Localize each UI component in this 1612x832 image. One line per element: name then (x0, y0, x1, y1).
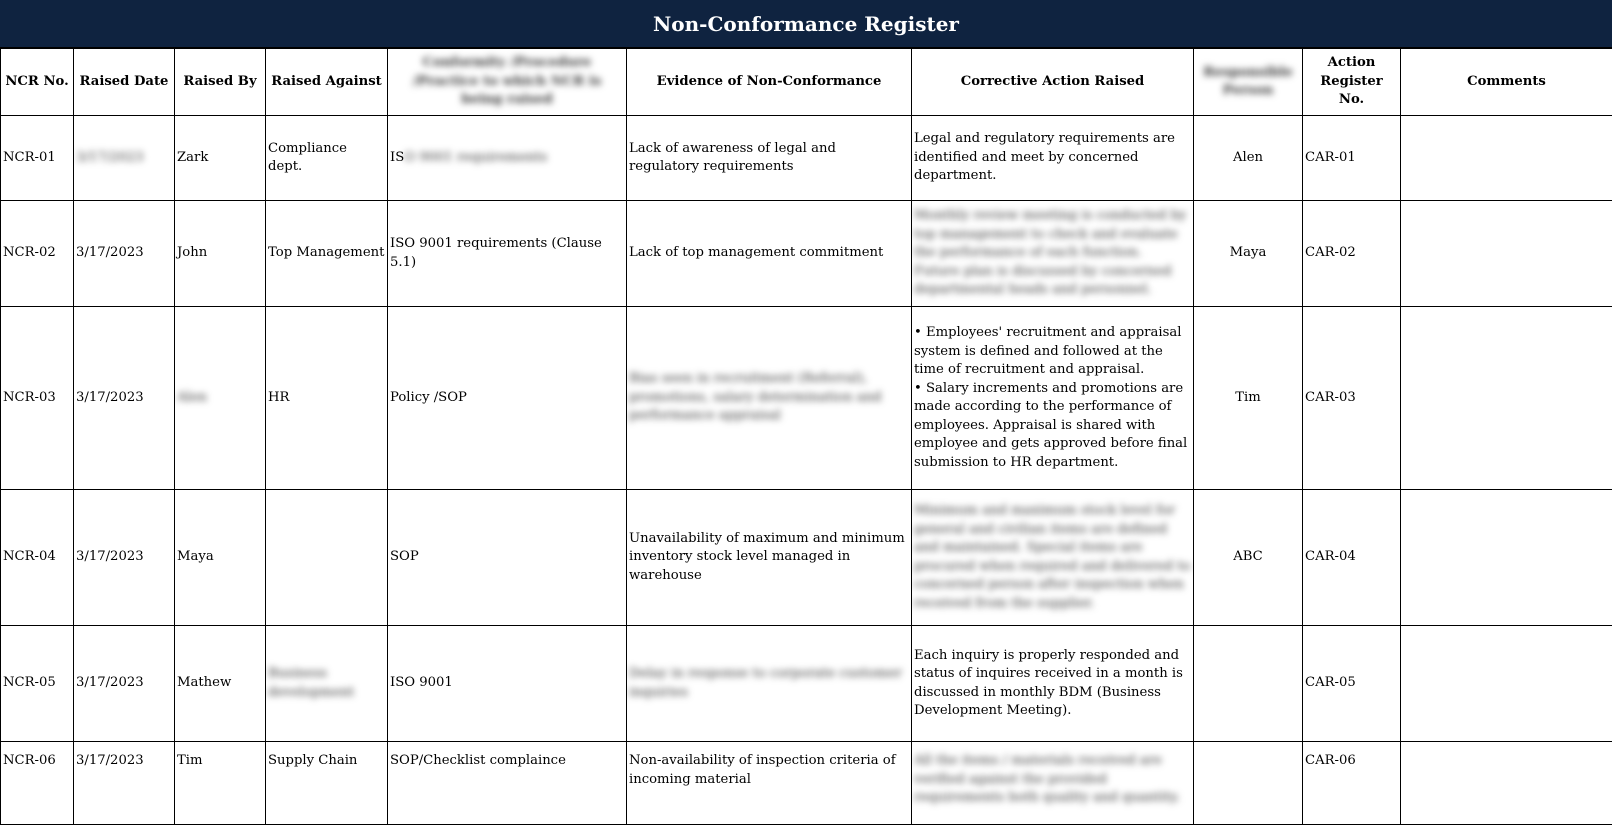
cell-responsible[interactable] (1194, 742, 1303, 825)
cell-corrective-action[interactable] (912, 626, 1194, 742)
col-header-action-register[interactable]: Action Register No. (1303, 49, 1401, 116)
cell-raised-against[interactable] (266, 307, 388, 490)
cell-evidence-redacted-text: Delay in response to corporate customer inquiries (629, 666, 902, 700)
cell-raised-by-text: John (177, 245, 208, 261)
cell-ncr-no[interactable] (1, 201, 74, 307)
cell-ncr-no-text: NCR-01 (3, 149, 56, 165)
cell-evidence[interactable] (627, 116, 912, 201)
cell-ncr-no[interactable] (1, 742, 74, 825)
cell-evidence[interactable] (627, 626, 912, 742)
cell-raised-date[interactable] (74, 742, 175, 825)
cell-raised-by[interactable] (175, 307, 266, 490)
cell-comments[interactable] (1401, 116, 1612, 201)
cell-raised-date-text: 3/17/2023 (76, 245, 144, 261)
cell-raised-against-text: Compliance dept. (268, 140, 347, 174)
col-header-ncr-no[interactable]: NCR No. (1, 49, 74, 116)
cell-evidence-redacted-text: Bias seen in recruitment (Referral), promotions, salary determination and performance appraisal (629, 371, 882, 424)
cell-action-register-text: CAR-04 (1305, 549, 1356, 565)
cell-raised-by[interactable] (175, 201, 266, 307)
cell-raised-date-text: 3/17/2023 (76, 549, 144, 565)
col-header-responsible[interactable] (1194, 49, 1303, 116)
cell-responsible-text: Alen (1232, 149, 1264, 165)
cell-criteria-text: Policy /SOP (390, 389, 467, 405)
ncr-table (0, 48, 1612, 825)
cell-corrective-action[interactable] (912, 201, 1194, 307)
cell-action-register-text: CAR-05 (1305, 675, 1356, 691)
col-header-corrective-action[interactable]: Corrective Action Raised (912, 49, 1194, 116)
cell-action-register[interactable] (1303, 116, 1401, 201)
col-header-comments[interactable]: Comments (1401, 49, 1612, 116)
cell-responsible[interactable] (1194, 201, 1303, 307)
cell-responsible-text: Tim (1235, 389, 1261, 405)
cell-raised-date-text: 3/17/2023 (76, 149, 144, 165)
cell-raised-by-text: Zark (177, 149, 209, 165)
cell-action-register[interactable] (1303, 307, 1401, 490)
cell-ncr-no-text: NCR-06 (3, 753, 56, 768)
cell-raised-date-text: 3/17/2023 (76, 753, 144, 768)
cell-evidence[interactable] (627, 490, 912, 626)
cell-raised-date[interactable] (74, 490, 175, 626)
cell-raised-by-text: Alen (177, 389, 208, 405)
cell-evidence-text: Lack of top management commitment (629, 245, 884, 261)
cell-ncr-no-text: NCR-05 (3, 675, 56, 691)
cell-ncr-no-text: NCR-03 (3, 389, 56, 405)
cell-responsible-text: ABC (1233, 549, 1263, 565)
table-row (1, 201, 1612, 307)
cell-comments[interactable] (1401, 307, 1612, 490)
cell-raised-against-text: HR (268, 389, 290, 405)
cell-raised-date[interactable] (74, 201, 175, 307)
cell-responsible[interactable] (1194, 626, 1303, 742)
cell-raised-date[interactable] (74, 116, 175, 201)
cell-criteria-text: ISO 9001 (390, 675, 453, 691)
cell-raised-by[interactable] (175, 490, 266, 626)
cell-evidence-text: Unavailability of maximum and minimum inventory stock level managed in warehouse (629, 530, 905, 583)
cell-raised-by[interactable] (175, 742, 266, 825)
cell-criteria-text: SOP (390, 549, 419, 565)
cell-raised-against[interactable] (266, 116, 388, 201)
cell-raised-date[interactable] (74, 626, 175, 742)
cell-action-register[interactable] (1303, 490, 1401, 626)
cell-action-register-text: CAR-02 (1305, 245, 1356, 261)
cell-criteria[interactable] (388, 742, 627, 825)
table-row (1, 490, 1612, 626)
cell-ncr-no-text: NCR-04 (3, 549, 56, 565)
cell-raised-against[interactable] (266, 742, 388, 825)
cell-corrective-action[interactable] (912, 116, 1194, 201)
col-header-criteria[interactable] (388, 49, 627, 116)
col-header-evidence[interactable]: Evidence of Non-Conformance (627, 49, 912, 116)
cell-comments[interactable] (1401, 490, 1612, 626)
cell-raised-against[interactable] (266, 626, 388, 742)
cell-raised-against-text: Supply Chain (268, 753, 358, 768)
cell-criteria[interactable] (388, 626, 627, 742)
table-row (1, 116, 1612, 201)
cell-corrective-action-redacted-text: Minimum and maximum stock level for general and civilian items are defined and maintained. Special items are procured when required and delivered to concerned person after inspection when received from the supplier. (914, 503, 1191, 611)
cell-raised-against[interactable] (266, 490, 388, 626)
cell-action-register[interactable] (1303, 201, 1401, 307)
cell-action-register-text: CAR-03 (1305, 389, 1356, 405)
cell-raised-date-text: 3/17/2023 (76, 675, 144, 691)
cell-ncr-no[interactable] (1, 116, 74, 201)
cell-raised-against-text: Business development (268, 666, 355, 700)
cell-action-register-text: CAR-06 (1305, 753, 1356, 768)
cell-raised-by[interactable] (175, 626, 266, 742)
cell-responsible-text: Maya (1229, 245, 1267, 261)
cell-corrective-action-text: Each inquiry is properly responded and status of inquires received in a month is discussed in monthly BDM (Business Development Meeting). (914, 647, 1183, 718)
cell-responsible[interactable] (1194, 490, 1303, 626)
cell-corrective-action-redacted-text: All the items / materials received are verified against the provided requirements both quality and quantity. (914, 753, 1180, 805)
cell-action-register[interactable] (1303, 626, 1401, 742)
cell-comments[interactable] (1401, 742, 1612, 825)
cell-raised-by-text: Mathew (177, 675, 232, 691)
cell-criteria-text: ISO 9001 requirements (Clause 5.1) (390, 236, 602, 270)
cell-corrective-action-text: • Employees' recruitment and appraisal system is defined and followed at the time of recruitment and appraisal. • Salary increments and promotions are made according to the performance of employees. Appraisal is shared with employee and gets approved before final submission to HR department. (914, 325, 1188, 470)
cell-action-register-text: CAR-01 (1305, 149, 1356, 165)
cell-comments[interactable] (1401, 201, 1612, 307)
col-header-raised-by[interactable]: Raised By (175, 49, 266, 116)
cell-ncr-no-text: NCR-02 (3, 245, 56, 261)
cell-evidence-text: Non-availability of inspection criteria of incoming material (629, 753, 896, 787)
cell-corrective-action[interactable] (912, 490, 1194, 626)
cell-comments[interactable] (1401, 626, 1612, 742)
cell-evidence-text: Lack of awareness of legal and regulatory requirements (629, 140, 836, 174)
cell-criteria-text: SOP/Checklist complaince (390, 753, 566, 768)
cell-criteria[interactable] (388, 307, 627, 490)
cell-raised-by-text: Maya (177, 549, 214, 565)
cell-raised-date-text: 3/17/2023 (76, 389, 144, 405)
cell-ncr-no[interactable] (1, 307, 74, 490)
criteria-header-text: Conformity /Procedure /Practice to which NCR is being raised (412, 55, 602, 108)
cell-raised-date[interactable] (74, 307, 175, 490)
responsible-header-text: Responsible Person (1203, 64, 1293, 98)
cell-raised-by-text: Tim (177, 753, 203, 768)
cell-corrective-action[interactable] (912, 742, 1194, 825)
col-header-raised-date[interactable]: Raised Date (74, 49, 175, 116)
table-row (1, 742, 1612, 825)
cell-raised-by[interactable] (175, 116, 266, 201)
cell-responsible[interactable] (1194, 307, 1303, 490)
cell-corrective-action-text: Legal and regulatory requirements are identified and meet by concerned department. (914, 131, 1175, 184)
table-row (1, 626, 1612, 742)
cell-raised-against[interactable] (266, 201, 388, 307)
cell-action-register[interactable] (1303, 742, 1401, 825)
cell-raised-against-text: Top Management (268, 245, 385, 261)
cell-criteria[interactable] (388, 201, 627, 307)
cell-evidence[interactable] (627, 307, 912, 490)
cell-criteria-text: IS (390, 149, 405, 165)
col-header-raised-against[interactable]: Raised Against (266, 49, 388, 116)
cell-corrective-action-redacted-text: Monthly review meeting is conducted by top management to check and evaluate the performance of each function. Future plan is discussed by concerned departmental heads and personnel. (914, 208, 1187, 298)
cell-corrective-action[interactable] (912, 307, 1194, 490)
cell-criteria[interactable] (388, 116, 627, 201)
table-row (1, 307, 1612, 490)
cell-ncr-no[interactable] (1, 626, 74, 742)
cell-responsible[interactable] (1194, 116, 1303, 201)
cell-ncr-no[interactable] (1, 490, 74, 626)
cell-evidence[interactable] (627, 201, 912, 307)
cell-criteria-redacted-text: O 9001 requirements (404, 149, 548, 165)
cell-criteria[interactable] (388, 490, 627, 626)
register-title: Non-Conformance Register (0, 0, 1612, 48)
cell-evidence[interactable] (627, 742, 912, 825)
header-row (1, 49, 1612, 116)
